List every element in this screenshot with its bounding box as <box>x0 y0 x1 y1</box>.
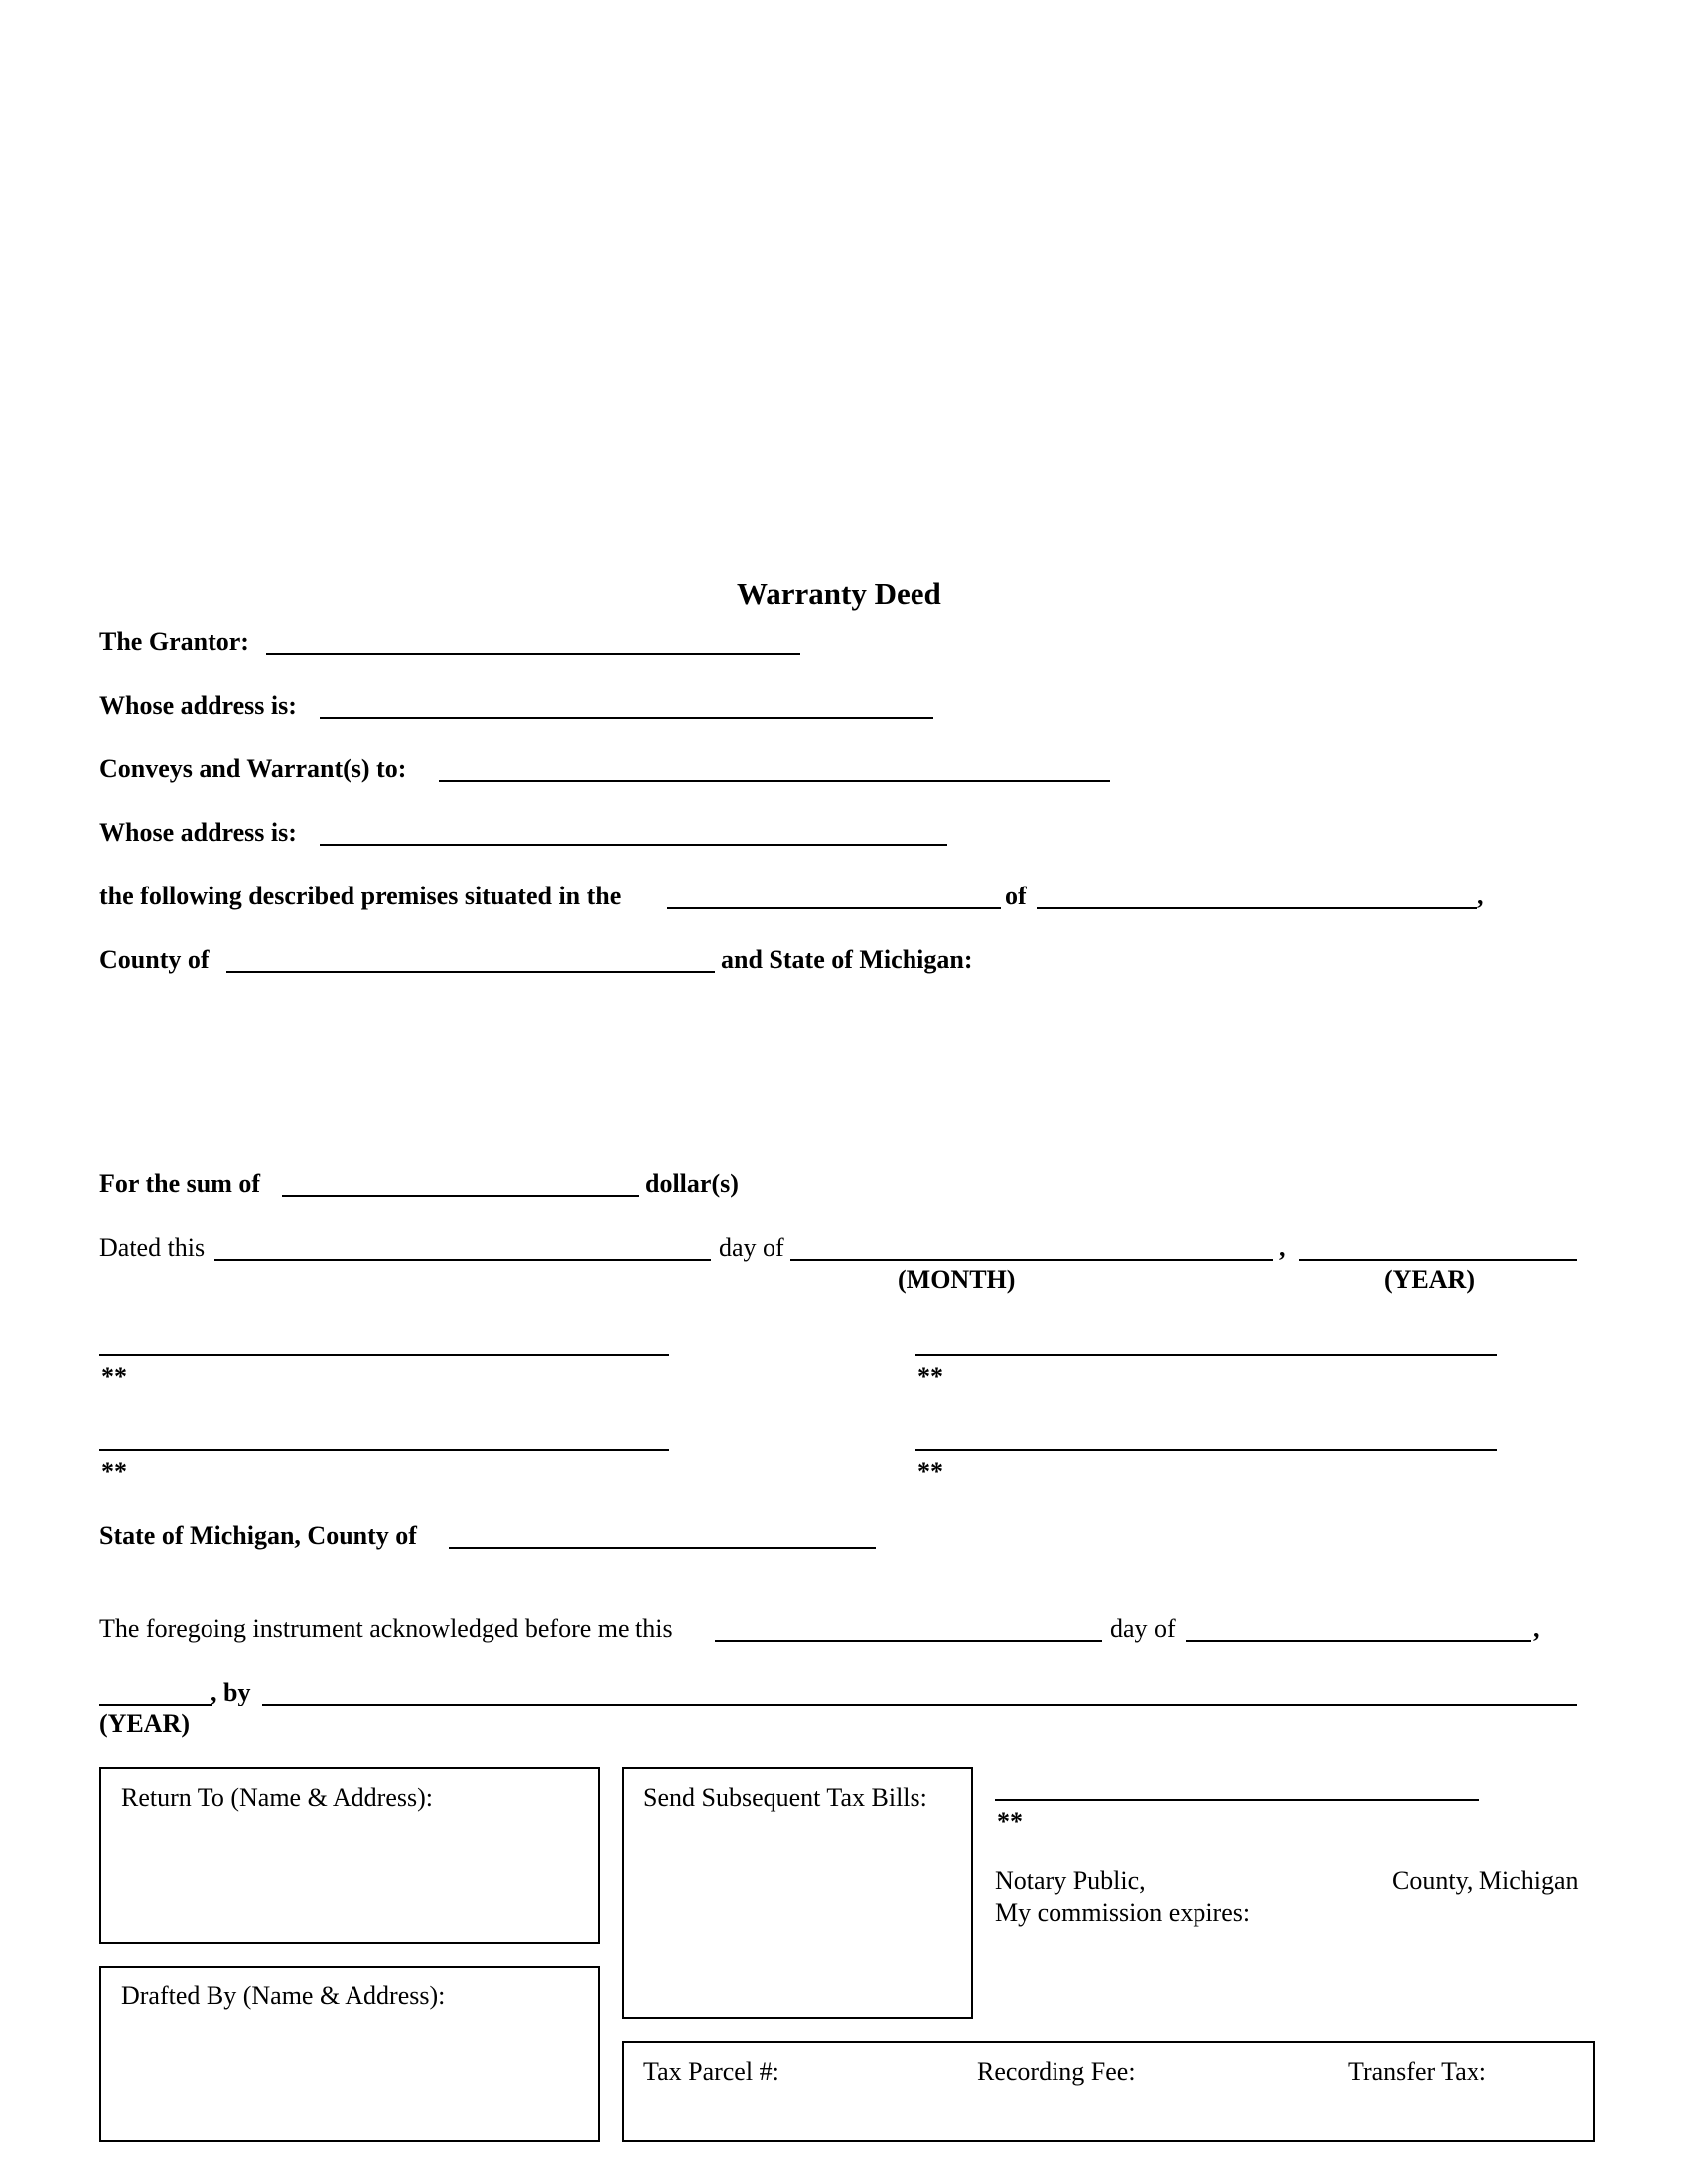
tax-fee-box <box>622 2041 1595 2142</box>
transfer-tax-label: Transfer Tax: <box>1348 2057 1487 2086</box>
page-title: Warranty Deed <box>737 576 941 611</box>
acknowledgement-day-field[interactable] <box>715 1640 1102 1642</box>
grantee-field[interactable] <box>439 780 1110 782</box>
dollars-label: dollar(s) <box>645 1169 739 1198</box>
acknowledgement-year-caption: (YEAR) <box>99 1709 190 1738</box>
county-label: County of <box>99 945 210 974</box>
grantor-signature-line-2[interactable] <box>915 1354 1497 1356</box>
drafted-by-label: Drafted By (Name & Address): <box>121 1981 446 2010</box>
signature-marker: ** <box>101 1362 127 1391</box>
send-tax-bills-label: Send Subsequent Tax Bills: <box>643 1783 927 1812</box>
county-field[interactable] <box>226 971 715 973</box>
premises-municipality-field[interactable] <box>667 907 1001 909</box>
acknowledgement-month-field[interactable] <box>1186 1640 1531 1642</box>
dated-label: Dated this <box>99 1233 206 1262</box>
notary-signature-line[interactable] <box>995 1799 1479 1801</box>
tax-parcel-label: Tax Parcel #: <box>643 2057 779 2086</box>
signature-marker: ** <box>101 1457 127 1486</box>
signature-marker: ** <box>917 1457 943 1486</box>
grantor-address-field[interactable] <box>320 717 933 719</box>
return-to-box[interactable] <box>99 1767 600 1944</box>
grantor-address-label: Whose address is: <box>99 691 297 720</box>
grantor-field[interactable] <box>266 653 800 655</box>
grantor-signature-line-4[interactable] <box>915 1449 1497 1451</box>
premises-of-label: of <box>1005 882 1027 910</box>
recording-fee-label: Recording Fee: <box>977 2057 1136 2086</box>
state-of-michigan-label: and State of Michigan: <box>721 945 973 974</box>
grantor-signature-line-3[interactable] <box>99 1449 669 1451</box>
sum-label: For the sum of <box>99 1169 261 1198</box>
grantee-label: Conveys and Warrant(s) to: <box>99 754 407 783</box>
acknowledgement-day-of-label: day of <box>1110 1614 1176 1643</box>
state-county-field[interactable] <box>449 1547 876 1549</box>
acknowledgement-label: The foregoing instrument acknowledged before me this <box>99 1614 673 1643</box>
notary-signature-marker: ** <box>997 1807 1023 1836</box>
notary-county-label: County, Michigan <box>1392 1866 1579 1895</box>
state-county-label: State of Michigan, County of <box>99 1521 417 1550</box>
acknowledgement-by-field[interactable] <box>262 1704 1577 1706</box>
notary-commission-label: My commission expires: <box>995 1898 1251 1927</box>
signature-marker: ** <box>917 1362 943 1391</box>
dated-comma: , <box>1279 1233 1286 1262</box>
grantor-label: The Grantor: <box>99 627 249 656</box>
premises-locality-field[interactable] <box>1037 907 1477 909</box>
grantor-signature-line-1[interactable] <box>99 1354 669 1356</box>
dated-day-field[interactable] <box>214 1259 711 1261</box>
acknowledgement-year-field[interactable] <box>99 1704 212 1706</box>
dated-day-of-label: day of <box>719 1233 784 1262</box>
premises-label: the following described premises situated in the <box>99 882 622 910</box>
sum-field[interactable] <box>282 1195 639 1197</box>
acknowledgement-by-label: , by <box>211 1678 251 1706</box>
month-caption: (MONTH) <box>898 1265 1016 1294</box>
grantee-address-label: Whose address is: <box>99 818 297 847</box>
send-tax-bills-box[interactable] <box>622 1767 973 2019</box>
dated-month-field[interactable] <box>790 1259 1273 1261</box>
acknowledgement-comma: , <box>1533 1614 1540 1643</box>
return-to-label: Return To (Name & Address): <box>121 1783 433 1812</box>
year-caption: (YEAR) <box>1384 1265 1475 1294</box>
dated-year-field[interactable] <box>1299 1259 1577 1261</box>
grantee-address-field[interactable] <box>320 844 947 846</box>
drafted-by-box[interactable] <box>99 1966 600 2142</box>
notary-public-label: Notary Public, <box>995 1866 1146 1895</box>
premises-comma: , <box>1477 882 1484 910</box>
